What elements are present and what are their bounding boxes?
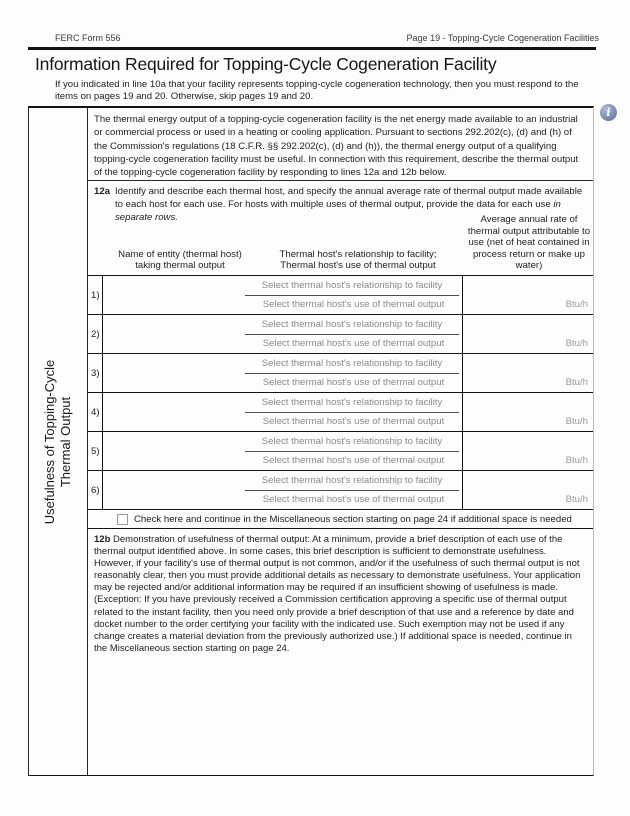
row-number: 3) [88, 354, 103, 392]
relationship-placeholder: Select thermal host's relationship to facility [261, 396, 443, 408]
rate-input[interactable] [463, 471, 566, 505]
topping-cycle-section-table [28, 106, 594, 776]
thermal-host-row-3 [88, 354, 593, 393]
use-placeholder: Select thermal host's use of thermal output [262, 494, 445, 506]
use-placeholder: Select thermal host's use of thermal output [262, 416, 445, 428]
host-name-input[interactable] [103, 315, 245, 353]
rate-cell [463, 354, 593, 392]
host-name-input[interactable] [103, 276, 245, 314]
host-name-input[interactable] [103, 471, 245, 509]
section-sidebar-label [42, 359, 74, 524]
intro-paragraph: The thermal energy output of a topping-cycle cogeneration facility is the net energy made available to an industrial or commercial process or used in a heating or cooling application. Pursuant to sections 292.202(c), (d) and (h) of the Commission's regulations (18 C.F.R. §§ 292.202(c), (d) and (h)), the thermal energy output of a qualifying topping-cycle cogeneration facility must be useful. In connection with this requirement, describe the thermal output of the topping-cycle cogeneration facility by responding to lines 12a and 12b below. [88, 108, 593, 181]
col-header-average-rate: Average annual rate of thermal output attributable to use (net of heat contained in process return or make up water) [467, 214, 591, 272]
dropdown-cell [245, 471, 463, 509]
line-12a-text-italic: in separate rows. [115, 199, 561, 223]
dropdown-cell [245, 393, 463, 431]
row-number: 6) [88, 471, 103, 509]
header-rule [28, 47, 596, 50]
page-header-label: Page 19 - Topping-Cycle Cogeneration Facilities [406, 33, 599, 43]
relationship-dropdown[interactable] [245, 471, 459, 491]
thermal-host-row-1 [88, 276, 593, 315]
rate-input[interactable] [463, 432, 566, 466]
info-icon[interactable]: i [600, 104, 617, 121]
host-name-input[interactable] [103, 354, 245, 392]
rate-unit: Btu/h [565, 494, 588, 505]
additional-space-label: Check here and continue in the Miscellaneous section starting on page 24 if additional space is needed [134, 513, 572, 525]
relationship-dropdown[interactable] [245, 276, 459, 296]
use-dropdown[interactable] [245, 413, 462, 432]
host-name-input[interactable] [103, 393, 245, 431]
dropdown-cell [245, 354, 463, 392]
use-placeholder: Select thermal host's use of thermal output [262, 377, 445, 389]
rate-input[interactable] [463, 315, 566, 349]
row-number: 4) [88, 393, 103, 431]
relationship-placeholder: Select thermal host's relationship to facility [261, 474, 443, 486]
thermal-host-row-4 [88, 393, 593, 432]
rate-unit: Btu/h [565, 416, 588, 427]
relationship-dropdown[interactable] [245, 315, 459, 335]
rate-unit: Btu/h [565, 338, 588, 349]
additional-space-checkbox[interactable] [117, 514, 128, 525]
relationship-dropdown[interactable] [245, 354, 459, 374]
line-12b-number: 12b [94, 534, 111, 545]
dropdown-cell [245, 276, 463, 314]
column-headers [109, 214, 593, 272]
rate-input[interactable] [463, 393, 566, 427]
section-content [88, 108, 593, 775]
use-dropdown[interactable] [245, 296, 462, 315]
row-number: 5) [88, 432, 103, 470]
line-12b-text: Demonstration of usefulness of thermal output: At a minimum, provide a brief description of each use of the thermal output identified above. In some cases, this brief description is sufficient to demonstrate usefulness. However, if your facility's use of thermal output is not common, and/or if the usefulness of such thermal output is not reasonably clear, then you must provide additional details as necessary to demonstrate usefulness. Your application may be rejected and/or additional information may be required if an insufficient showing of usefulness is made. (Exception: If you have previously received a Commission certification approving a specific use of thermal output related to the instant facility, then you need only provide a brief description of that use and a reference by date and docket number to the order certifying your facility with the indicated use. Such exemption may not be used if any change creates a material deviation from the previously authorized use.) If additional space is needed, continue in the Miscellaneous section starting on page 24. [94, 534, 581, 654]
page-instructions: If you indicated in line 10a that your facility represents topping-cycle cogeneration technology, then you must respond to the items on pages 19 and 20. Otherwise, skip pages 19 and 20. [55, 79, 579, 102]
rate-input[interactable] [463, 276, 566, 310]
col-header-relationship-use: Thermal host's relationship to facility; Thermal host's use of thermal output [279, 248, 437, 272]
relationship-placeholder: Select thermal host's relationship to facility [261, 279, 443, 291]
sidebar-label-line2: Thermal Output [58, 396, 73, 487]
host-name-input[interactable] [103, 432, 245, 470]
rate-cell [463, 393, 593, 431]
line-12a-section [88, 181, 593, 276]
relationship-dropdown[interactable] [245, 432, 459, 452]
use-dropdown[interactable] [245, 335, 462, 354]
use-dropdown[interactable] [245, 452, 462, 471]
relationship-placeholder: Select thermal host's relationship to facility [261, 318, 443, 330]
thermal-host-rows [88, 276, 593, 510]
thermal-host-row-6 [88, 471, 593, 510]
use-placeholder: Select thermal host's use of thermal output [262, 338, 445, 350]
line-12a-text: Identify and describe each thermal host, and specify the annual average rate of thermal output made available to each host for each use. For hosts with multiple uses of thermal output, provide the data for each use [115, 186, 583, 210]
use-dropdown[interactable] [245, 374, 462, 393]
page-title: Information Required for Topping-Cycle Cogeneration Facility [35, 54, 497, 74]
section-sidebar [29, 108, 88, 775]
sidebar-label-line1: Usefulness of Topping-Cycle [42, 359, 57, 524]
line-12a-number: 12a [94, 186, 111, 197]
use-placeholder: Select thermal host's use of thermal output [262, 299, 445, 311]
rate-unit: Btu/h [565, 299, 588, 310]
row-number: 2) [88, 315, 103, 353]
additional-space-row [88, 510, 593, 529]
use-placeholder: Select thermal host's use of thermal output [262, 455, 445, 467]
rate-cell [463, 432, 593, 470]
thermal-host-row-5 [88, 432, 593, 471]
rate-cell [463, 471, 593, 509]
rate-cell [463, 276, 593, 314]
rate-unit: Btu/h [565, 455, 588, 466]
rate-cell [463, 315, 593, 353]
row-number: 1) [88, 276, 103, 314]
rate-input[interactable] [463, 354, 566, 388]
relationship-placeholder: Select thermal host's relationship to facility [261, 435, 443, 447]
dropdown-cell [245, 432, 463, 470]
use-dropdown[interactable] [245, 491, 462, 510]
thermal-host-row-2 [88, 315, 593, 354]
relationship-placeholder: Select thermal host's relationship to facility [261, 357, 443, 369]
rate-unit: Btu/h [565, 377, 588, 388]
col-header-host-name: Name of entity (thermal host) taking thermal output [118, 248, 242, 272]
dropdown-cell [245, 315, 463, 353]
relationship-dropdown[interactable] [245, 393, 459, 413]
form-number: FERC Form 556 [55, 33, 121, 43]
line-12b-section [88, 529, 593, 775]
